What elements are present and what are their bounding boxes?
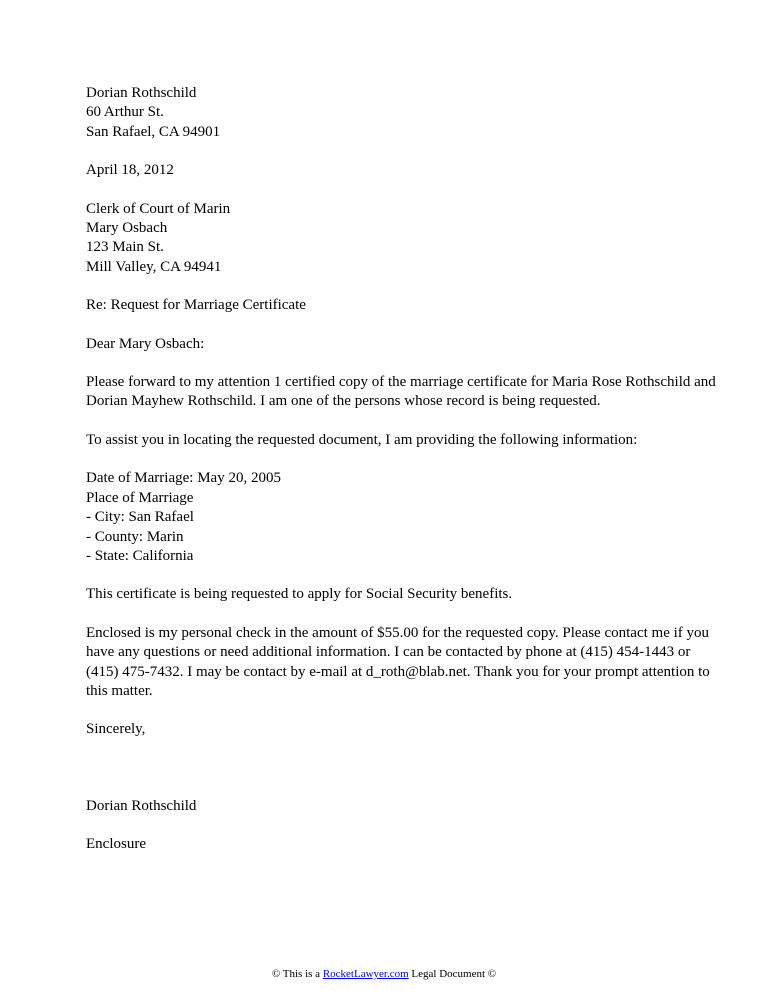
date-of-marriage: Date of Marriage: May 20, 2005 (86, 470, 281, 487)
marriage-county: - County: Marin (86, 528, 184, 545)
place-of-marriage-heading: Place of Marriage (86, 489, 194, 506)
salutation-block (86, 335, 726, 354)
subject-line: Re: Request for Marriage Certificate (86, 297, 306, 314)
paragraph-purpose: This certificate is being requested to apply for Social Security benefits. (86, 586, 513, 603)
letter-date: April 18, 2012 (86, 162, 174, 179)
signature-name: Dorian Rothschild (86, 797, 197, 814)
signature-space (86, 759, 726, 797)
recipient-city-state-zip: Mill Valley, CA 94941 (86, 258, 222, 275)
recipient-street: 123 Main St. (86, 239, 164, 256)
letter-date-block (86, 161, 726, 180)
paragraph-assist: To assist you in locating the requested document, I am providing the following information: (86, 431, 638, 448)
sender-city-state-zip: San Rafael, CA 94901 (86, 123, 221, 140)
recipient-name: Mary Osbach (86, 220, 168, 237)
marriage-state: - State: California (86, 547, 194, 564)
closing-block (86, 720, 726, 739)
letter-body (86, 84, 726, 874)
salutation: Dear Mary Osbach: (86, 335, 205, 352)
recipient-title: Clerk of Court of Marin (86, 200, 231, 217)
recipient-address (86, 200, 726, 278)
sender-street: 60 Arthur St. (86, 104, 164, 121)
sender-address (86, 84, 726, 142)
footer-prefix: © This is a (271, 968, 323, 980)
sender-name: Dorian Rothschild (86, 85, 197, 101)
paragraph-request: Please forward to my attention 1 certified copy of the marriage certificate for Maria Rose Rothschild and Dorian Mayhew Rothschild. I am one of the persons whose record is being requested. (86, 374, 716, 410)
enclosure-note: Enclosure (86, 836, 146, 853)
signature-block (86, 797, 726, 816)
page-footer (0, 967, 768, 981)
marriage-details (86, 469, 726, 566)
footer-suffix: Legal Document © (408, 968, 497, 980)
closing: Sincerely, (86, 721, 146, 738)
marriage-city: - City: San Rafael (86, 509, 194, 526)
rocketlawyer-link[interactable]: RocketLawyer.com (322, 968, 409, 980)
subject-block (86, 296, 726, 315)
enclosure-block (86, 835, 726, 854)
paragraph-enclosed: Enclosed is my personal check in the amount of $55.00 for the requested copy. Please contact me if you have any questions or need additional information. I can be contacted by phone at (415) 454-1443 or (415) 475-7432. I may be contact by e-mail at d_roth@blab.net. Thank you for your prompt attention to this matter. (86, 624, 710, 699)
